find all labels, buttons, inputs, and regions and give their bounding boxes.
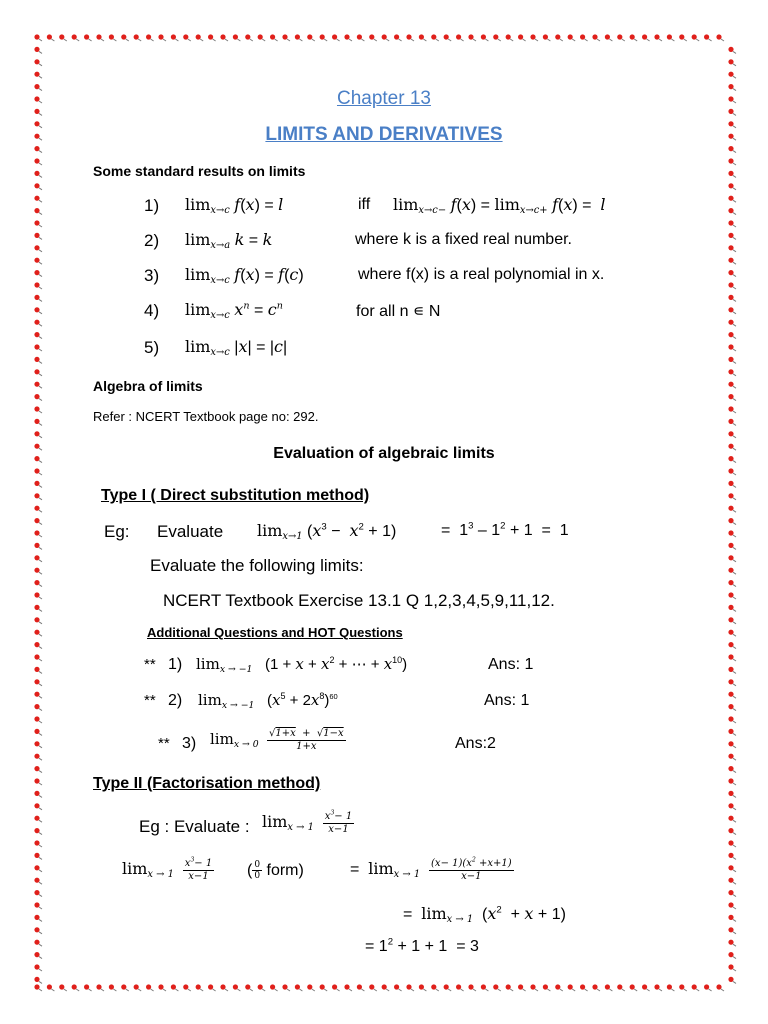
- question-mark: **: [144, 692, 156, 709]
- chapter-label: Chapter 13: [336, 88, 431, 109]
- evaluation-heading: Evaluation of algebraic limits: [273, 445, 495, 462]
- algebra-reference: Refer : NCERT Textbook page no: 292.: [93, 409, 319, 424]
- type2-step3: = $1^2 + 1 + 1 = 3$: [365, 936, 479, 955]
- result-number: 5): [144, 338, 160, 357]
- chapter-title: LIMITS AND DERIVATIVES: [265, 124, 503, 145]
- question-answer: Ans: 1: [488, 656, 534, 673]
- type1-exercise: NCERT Textbook Exercise 13.1 Q 1,2,3,4,5,9,11,12.: [163, 591, 555, 610]
- result-number: 1): [144, 196, 160, 215]
- result-condition: where f(x) is a real polynomial in x.: [358, 266, 605, 283]
- result-number: 3): [144, 266, 160, 285]
- result-condition-word: iff: [358, 196, 371, 213]
- question-mark: **: [158, 735, 170, 752]
- result-formula: $\lim_{x\to c} |x| = |c|$: [185, 337, 288, 358]
- type2-eg-expression: $\lim_{x \to 1}$ $\frac{x^3- 1}{x-1}$: [262, 809, 353, 835]
- type2-step1-rhs: = $\lim_{x \to 1}$ $\frac{(x- 1)(x^2 +x+1)}{x-1}$: [350, 856, 512, 882]
- additional-questions-heading: Additional Questions and HOT Questions: [147, 625, 403, 640]
- result-formula: $\lim_{x\to c} f(x) = f(c)$: [185, 265, 304, 286]
- type1-heading: Type I ( Direct substitution method): [101, 487, 370, 504]
- result-number: 2): [144, 231, 160, 250]
- question-number: 3): [182, 735, 197, 752]
- type1-eg-label: Eg:: [104, 522, 130, 541]
- question-expression: $\lim_{x \to -1} (1 + x + x^2$ + ⋯ + $x^{10}$): [196, 655, 408, 675]
- result-formula: $\lim_{x\to c} x^n = c^n$: [185, 300, 283, 321]
- result-condition: $\lim_{x\to c-} f(x) = \lim_{x\to c+} f(x) = l$: [393, 195, 606, 216]
- algebra-heading: Algebra of limits: [93, 378, 203, 394]
- type2-step1-lhs: $\lim_{x \to 1}$ $\frac{x^3- 1}{x-1}$: [122, 856, 213, 882]
- question-expression: $\lim_{x \to 0}$ $\frac{√1+x + √1-x}{1+x}$: [210, 728, 344, 752]
- type2-step1-form: ( $\frac{0}{0}$ form): [247, 860, 304, 882]
- type1-eg-verb: Evaluate: [157, 522, 224, 541]
- question-number: 2): [168, 692, 183, 709]
- question-expression: $\lim_{x \to -1} (x^5 + 2x^8)^{60}$: [198, 691, 338, 711]
- result-formula: $\lim_{x\to a} k = k$: [185, 230, 273, 251]
- type1-eg-result: = $1^3 - 1^2 + 1 = 1$: [441, 520, 569, 539]
- result-formula: $\lim_{x\to c} f(x) = l$: [185, 195, 284, 216]
- question-answer: Ans:2: [455, 735, 496, 752]
- standard-results-heading: Some standard results on limits: [93, 163, 306, 179]
- question-answer: Ans: 1: [484, 692, 530, 709]
- result-number: 4): [144, 301, 160, 320]
- type2-eg-text: Eg : Evaluate :: [139, 817, 250, 836]
- type2-heading: Type II (Factorisation method): [93, 775, 321, 792]
- question-number: 1): [168, 656, 183, 673]
- question-mark: **: [144, 656, 156, 673]
- type1-eg-expression: $\lim_{x\to 1} (x^3 - x^2 + 1)$: [257, 521, 397, 542]
- result-condition: for all n ∊ N: [356, 303, 441, 320]
- result-condition: where k is a fixed real number.: [355, 231, 572, 248]
- type1-instruction: Evaluate the following limits:: [150, 556, 364, 575]
- type2-step2: = $\lim_{x \to 1} (x^2 + x + 1)$: [403, 904, 566, 925]
